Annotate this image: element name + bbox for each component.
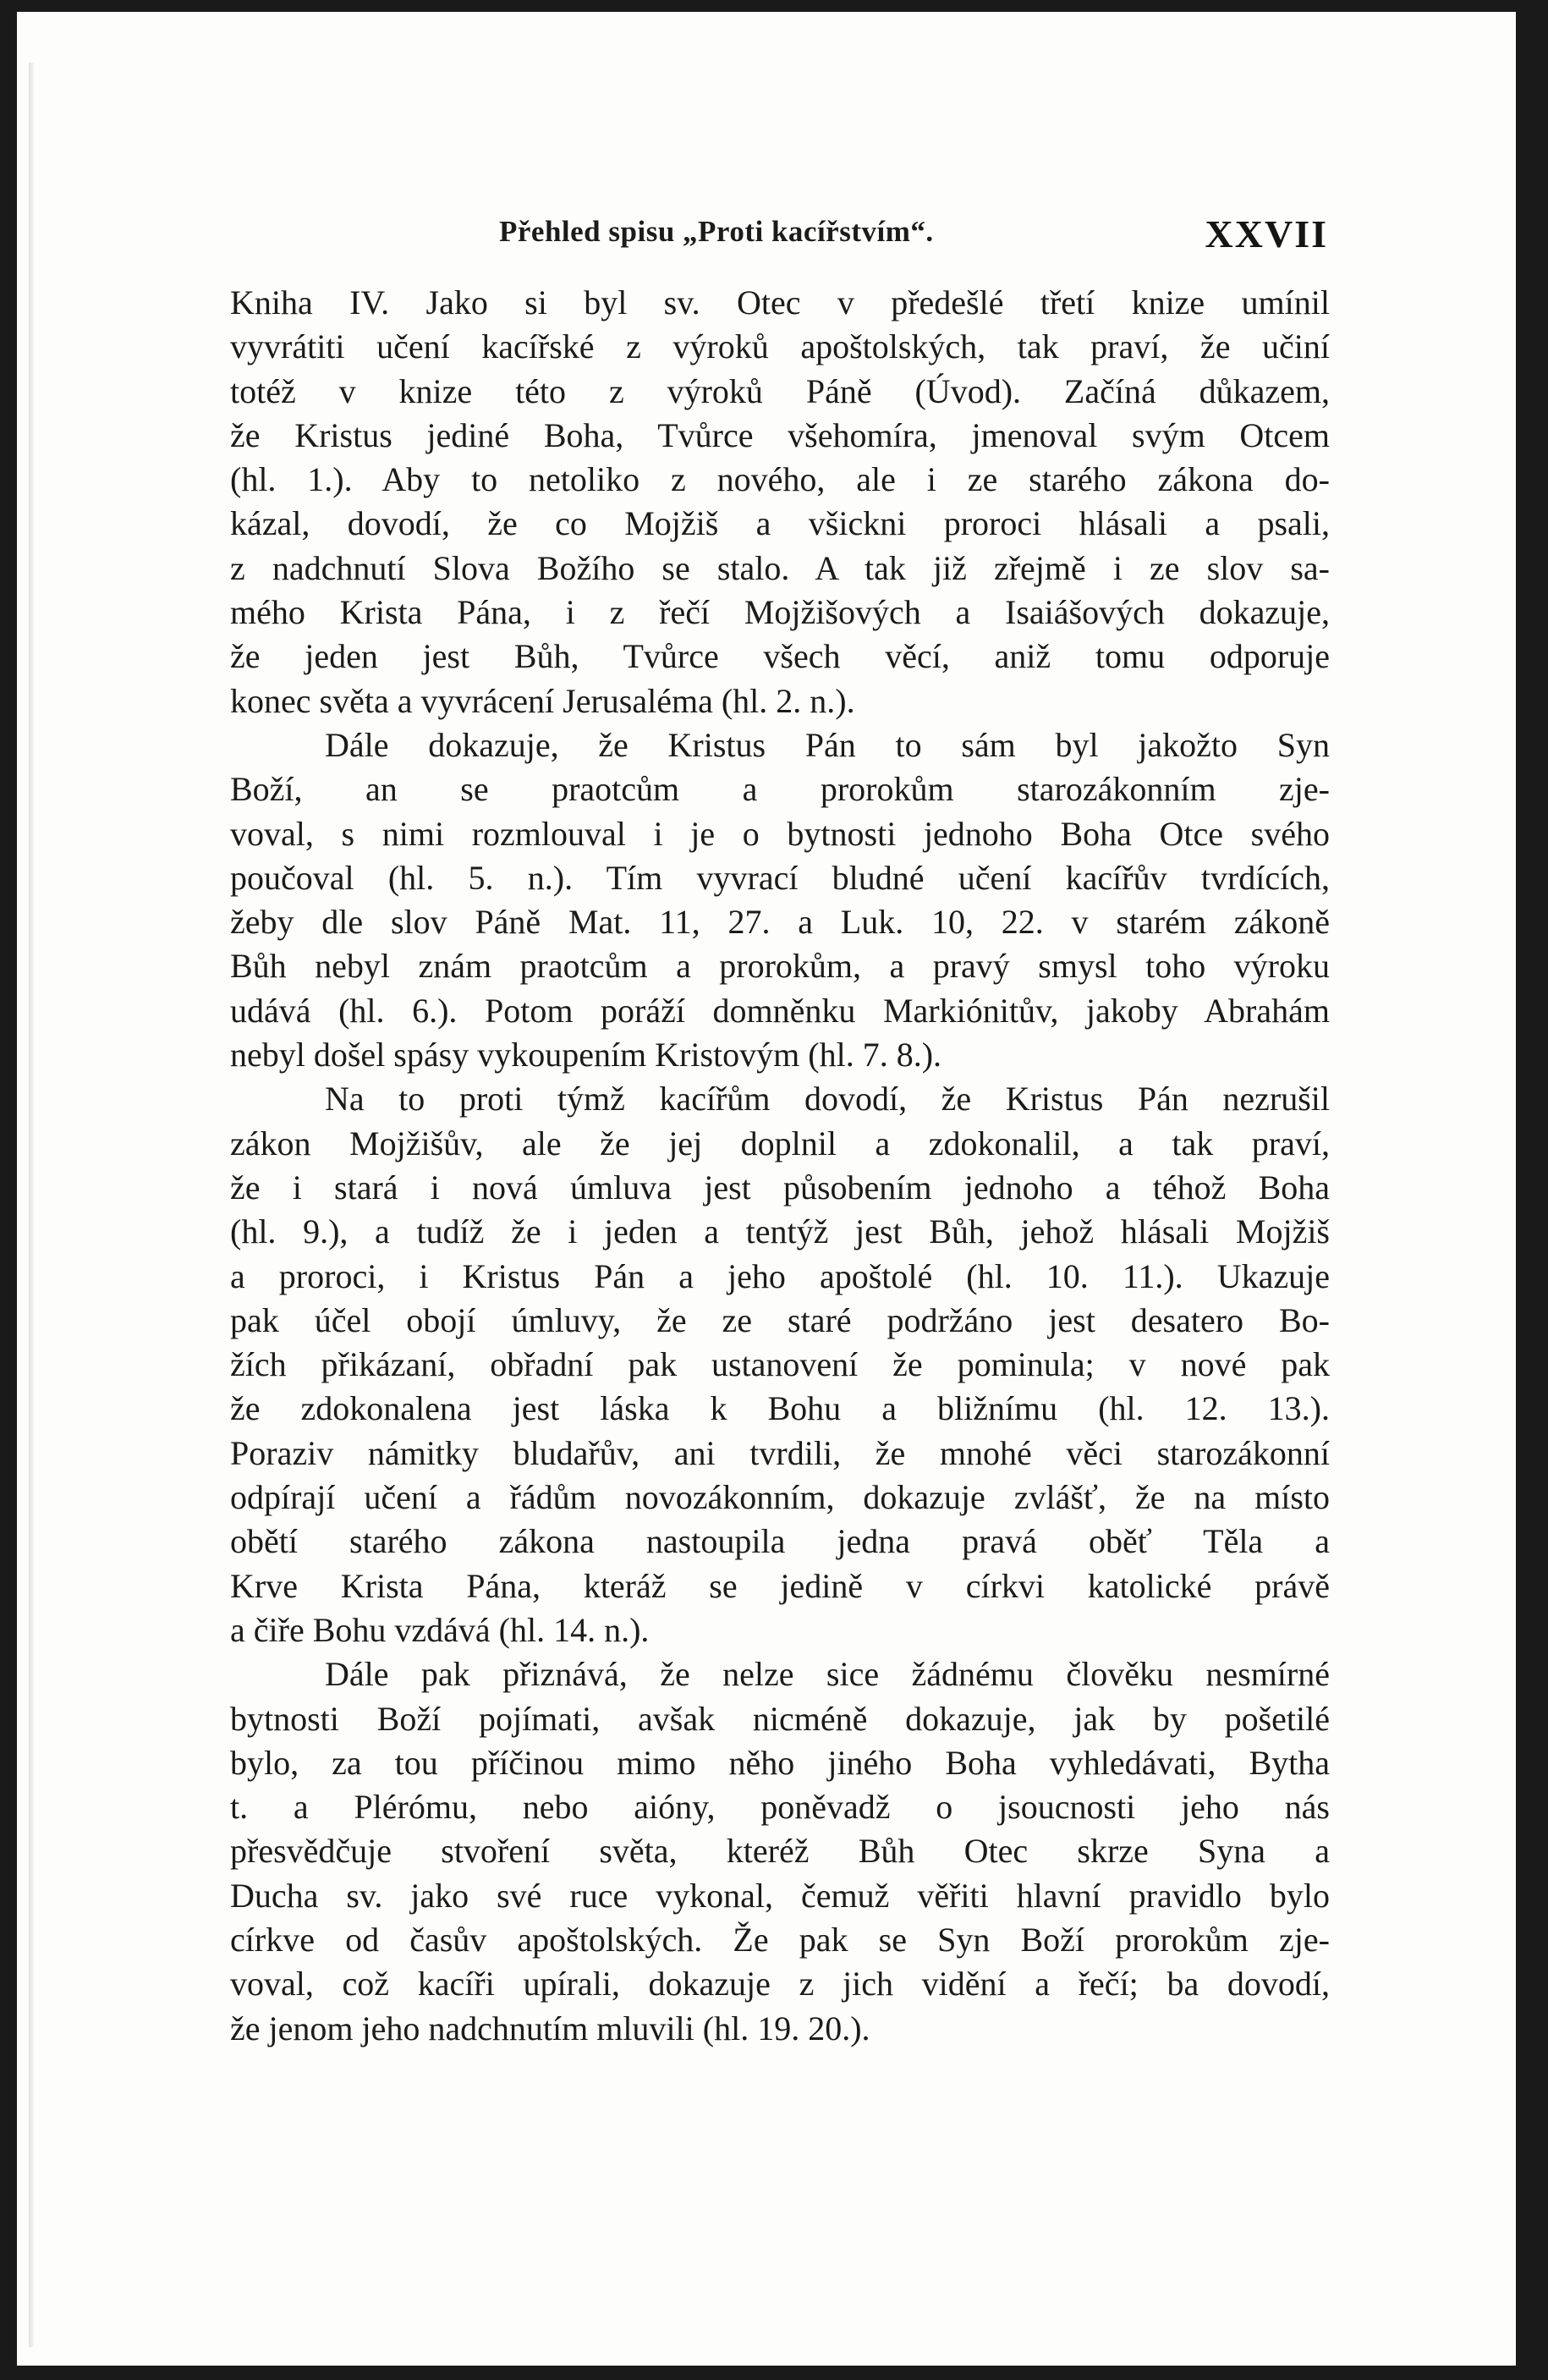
text-line: odpírají učení a řádům novozákonním, dokazuje zvlášť, že na místo <box>230 1478 1330 1517</box>
text-line: žích přikázaní, obřadní pak ustanovení že pominula; v nové pak <box>230 1345 1330 1384</box>
text-line: že jenom jeho nadchnutím mluvili (hl. 19. 20.). <box>230 2009 870 2047</box>
text-line: nebyl došel spásy vykoupením Kristovým (hl. 7. 8.). <box>230 1036 942 1075</box>
text-line: (hl. 9.), a tudíž že i jeden a tentýž jest Bůh, jehož hlásali Mojžiš <box>230 1212 1330 1251</box>
page-header <box>499 212 1328 262</box>
text-line: že i stará i nová úmluva jest působením jednoho a téhož Boha <box>230 1168 1330 1206</box>
running-title: Přehled spisu „Proti kacířstvím“. <box>499 215 934 248</box>
text-line: z nadchnutí Slova Božího se stalo. A tak již zřejmě i ze slov sa- <box>230 548 1330 587</box>
text-line: žeby dle slov Páně Mat. 11, 27. a Luk. 10, 22. v starém zákoně <box>230 903 1330 942</box>
text-line: zákon Mojžišův, ale že jej doplnil a zdokonalil, a tak praví, <box>230 1124 1330 1163</box>
text-line: t. a Plérómu, nebo aióny, poněvadž o jsoucnosti jeho nás <box>230 1788 1330 1827</box>
book-page <box>17 12 1516 2366</box>
text-line: Dále dokazuje, že Kristus Pán to sám byl jakožto Syn <box>325 725 1330 764</box>
text-line: (hl. 1.). Aby to netoliko z nového, ale i ze starého zákona do- <box>230 460 1330 499</box>
text-line: církve od časův apoštolských. Že pak se Syn Boží prorokům zje- <box>230 1920 1330 1959</box>
text-line: mého Krista Pána, i z řečí Mojžišových a Isaiášových dokazuje, <box>230 593 1330 632</box>
text-line: že jeden jest Bůh, Tvůrce všech věcí, aniž tomu odporuje <box>230 637 1330 676</box>
text-line: Krve Krista Pána, kteráž se jedině v církvi katolické právě <box>230 1566 1330 1605</box>
text-line: a proroci, i Kristus Pán a jeho apoštolé (hl. 10. 11.). Ukazuje <box>230 1256 1330 1295</box>
paragraph-4 <box>230 1652 1330 2051</box>
text-line: Na to proti týmž kacířům dovodí, že Kristus Pán nezrušil <box>325 1080 1330 1119</box>
paragraph-1 <box>230 281 1330 723</box>
text-line: Boží, an se praotcům a prorokům starozákonním zje- <box>230 770 1330 809</box>
text-line: Dále pak přiznává, že nelze sice žádnému člověku nesmírné <box>325 1655 1330 1694</box>
text-line: voval, s nimi rozmlouval i je o bytnosti jednoho Boha Otce svého <box>230 814 1330 853</box>
text-line: udává (hl. 6.). Potom poráží domněnku Markiónitův, jakoby Abrahám <box>230 991 1330 1030</box>
text-line: bytnosti Boží pojímati, avšak nicméně dokazuje, jak by pošetilé <box>230 1699 1330 1738</box>
text-line: Poraziv námitky bludařův, ani tvrdili, že mnohé věci starozákonní <box>230 1433 1330 1472</box>
page-number: XXVII <box>1205 212 1328 256</box>
text-line: konec světa a vyvrácení Jerusaléma (hl. 2. n.). <box>230 681 855 720</box>
paragraph-3 <box>230 1077 1330 1652</box>
text-line: Ducha sv. jako své ruce vykonal, čemuž věřiti hlavní pravidlo bylo <box>230 1876 1330 1915</box>
page-spine-shadow <box>29 63 34 2347</box>
text-line: poučoval (hl. 5. n.). Tím vyvrací bludné učení kacířův tvrdících, <box>230 858 1330 897</box>
text-line: bylo, za tou příčinou mimo něho jiného Boha vyhledávati, Bytha <box>230 1743 1330 1782</box>
text-line: vyvrátiti učení kacířské z výroků apoštolských, tak praví, že učiní <box>230 327 1330 366</box>
text-line: Bůh nebyl znám praotcům a prorokům, a pravý smysl toho výroku <box>230 947 1330 986</box>
text-line: pak účel obojí úmluvy, že ze staré podržáno jest desatero Bo- <box>230 1300 1330 1339</box>
body-text <box>230 281 1330 2051</box>
text-line: že zdokonalena jest láska k Bohu a bližnímu (hl. 12. 13.). <box>230 1389 1330 1428</box>
paragraph-2 <box>230 723 1330 1077</box>
text-line: obětí starého zákona nastoupila jedna pravá oběť Těla a <box>230 1522 1330 1561</box>
text-line: kázal, dovodí, že co Mojžiš a všickni proroci hlásali a psali, <box>230 504 1330 543</box>
text-line: Kniha IV. Jako si byl sv. Otec v předešlé třetí knize umínil <box>230 283 1330 322</box>
text-line: že Kristus jediné Boha, Tvůrce všehomíra, jmenoval svým Otcem <box>230 415 1330 454</box>
text-line: voval, což kacíři upírali, dokazuje z jich vidění a řečí; ba dovodí, <box>230 1965 1330 2003</box>
text-line: přesvědčuje stvoření světa, kteréž Bůh Otec skrze Syna a <box>230 1832 1330 1871</box>
text-line: a čiře Bohu vzdává (hl. 14. n.). <box>230 1610 650 1649</box>
text-line: totéž v knize této z výroků Páně (Úvod). Začíná důkazem, <box>230 371 1330 410</box>
